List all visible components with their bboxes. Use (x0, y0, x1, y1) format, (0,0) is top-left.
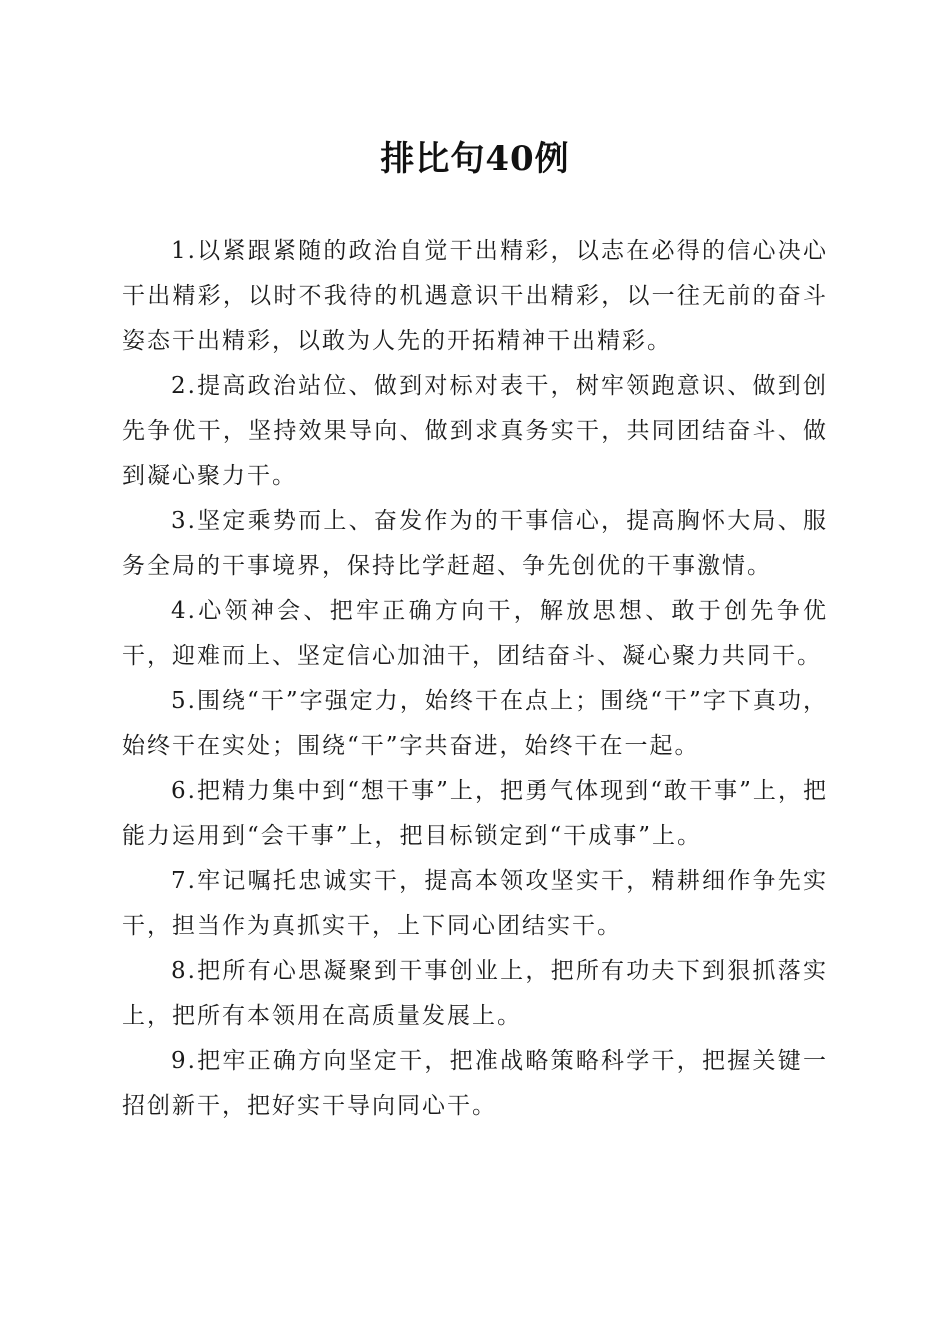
paragraph-5: 5.围绕“干”字强定力，始终干在点上；围绕“干”字下真功，始终干在实处；围绕“干”字共奋进，始终干在一起。 (122, 688, 828, 759)
document-title: 排比句40例 (380, 139, 570, 179)
paragraph-7: 7.牢记嘱托忠诚实干，提高本领攻坚实干，精耕细作争先实干，担当作为真抓实干，上下同心团结实干。 (122, 868, 828, 939)
paragraph-2: 2.提高政治站位、做到对标对表干，树牢领跑意识、做到创先争优干，坚持效果导向、做到求真务实干，共同团结奋斗、做到凝心聚力干。 (122, 373, 828, 489)
paragraph-6: 6.把精力集中到“想干事”上，把勇气体现到“敢干事”上，把能力运用到“会干事”上，把目标锁定到“干成事”上。 (122, 778, 828, 849)
paragraph-3: 3.坚定乘势而上、奋发作为的干事信心，提高胸怀大局、服务全局的干事境界，保持比学赶超、争先创优的干事激情。 (122, 508, 828, 579)
paragraph-8: 8.把所有心思凝聚到干事创业上，把所有功夫下到狠抓落实上，把所有本领用在高质量发展上。 (122, 958, 828, 1029)
paragraph-1: 1.以紧跟紧随的政治自觉干出精彩，以志在必得的信心决心干出精彩，以时不我待的机遇意识干出精彩，以一往无前的奋斗姿态干出精彩，以敢为人先的开拓精神干出精彩。 (122, 238, 828, 354)
document-body (122, 229, 828, 1129)
paragraph-4: 4.心领神会、把牢正确方向干，解放思想、敢于创先争优干，迎难而上、坚定信心加油干，团结奋斗、凝心聚力共同干。 (122, 598, 828, 669)
paragraph-9: 9.把牢正确方向坚定干，把准战略策略科学干，把握关键一招创新干，把好实干导向同心干。 (122, 1048, 828, 1119)
